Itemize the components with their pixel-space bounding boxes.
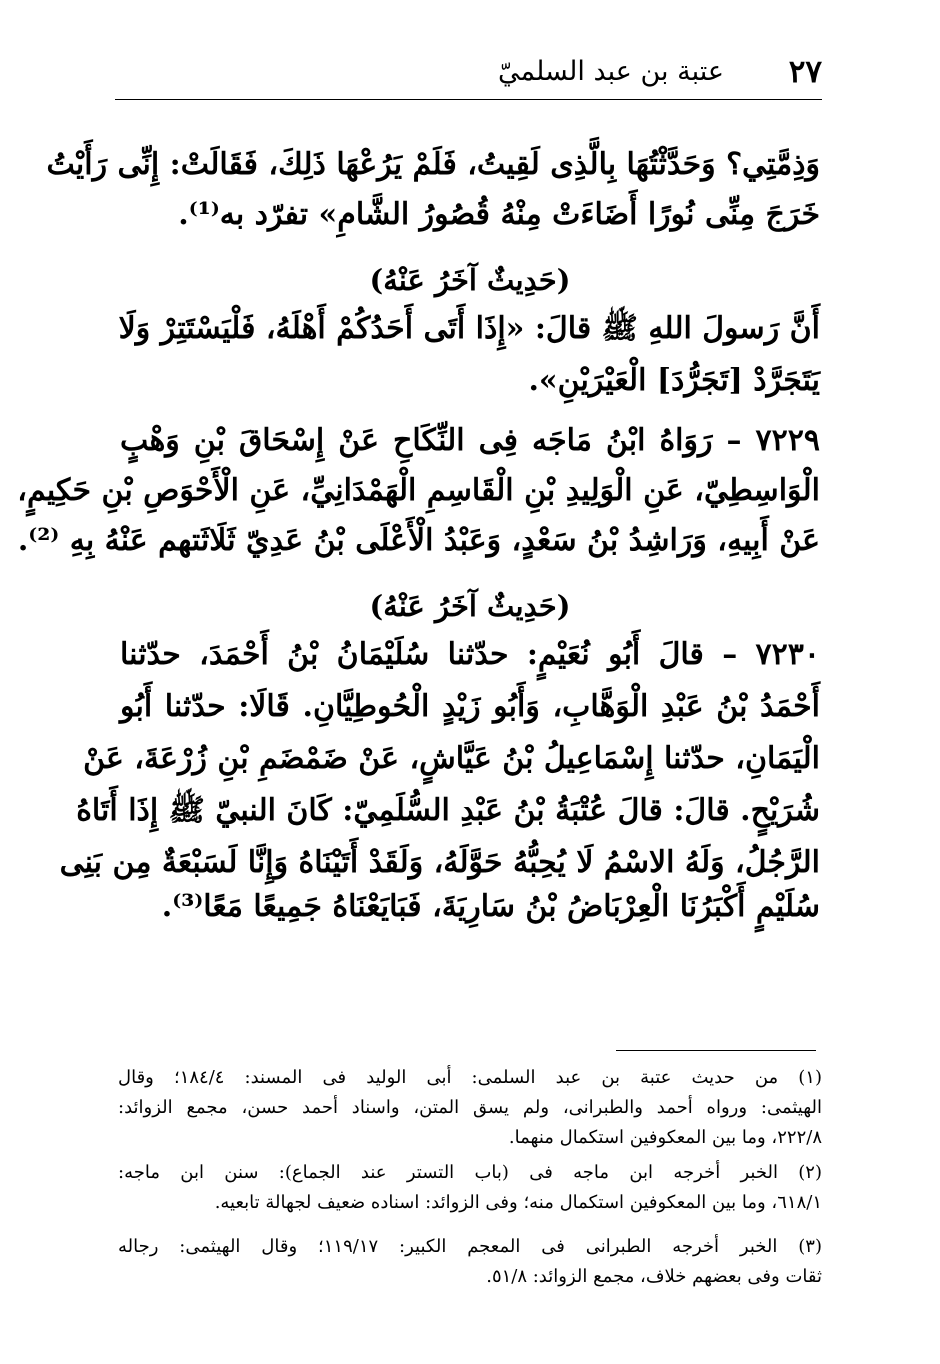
text-line: عَنْ أَبِيهِ، وَرَاشِدُ بْنُ سَعْدٍ، وَعَبْدُ الْأَعْلَى بْنُ عَدِيّ ثَلَاثَتهم عَنْهُ بِهِ ⁽²⁾. bbox=[17, 523, 820, 558]
page-number: ٢٧ bbox=[788, 54, 822, 90]
text-line: شُرَيْحٍ. قالَ: قالَ عُتْبَةُ بْنُ عَبْدِ السُّلَمِيّ: كَانَ النبيّ ﷺ إِذَا أَتَاهُ bbox=[76, 793, 820, 828]
footnote-separator bbox=[616, 1050, 816, 1051]
text-line: يَتَجَرَّدْ [تَجَرُّدَ] الْعَيْرَيْنِ». bbox=[528, 363, 820, 398]
footnote-line: (١) من حديث عتبة بن عبد السلمى: أبى الوليد فى المسند: ١٨٤/٤؛ وقال bbox=[118, 1067, 822, 1088]
header-rule bbox=[115, 99, 822, 100]
running-title: عتبة بن عبد السلميّ bbox=[498, 56, 724, 87]
text-line: أَحْمَدُ بْنُ عَبْدِ الْوَهَّابِ، وَأَبُو زَيْدٍ الْحُوطِيَّانِ. قَالَا: حدّثنا أَبُو bbox=[120, 689, 820, 724]
footnote-line: (٢) الخبر أخرجه ابن ماجه فى (باب التستر عند الجماع): سنن ابن ماجه: bbox=[118, 1162, 822, 1183]
page-header bbox=[115, 52, 822, 96]
text-line: الرَّجُلُ، وَلَهُ الاسْمُ لَا يُحِبُّهُ حَوَّلَهُ، وَلَقَدْ أَتَيْنَاهُ وَإِنَّا لَسَبْعَةٌ مِن بَنِى bbox=[59, 845, 820, 880]
footnote-line: ثقات وفى بعضهم خلاف، مجمع الزوائد: ٥١/٨. bbox=[486, 1266, 822, 1287]
text-line: الْوَاسِطِيّ، عَنِ الْوَلِيدِ بْنِ الْقَاسِمِ الْهَمْدَانِيِّ، عَنِ الْأَحْوَصِ بْنِ حَكِيمٍ، bbox=[17, 473, 820, 508]
section-heading: (حَدِيثٌ آخَرُ عَنْهُ) bbox=[369, 263, 571, 297]
footnote-line: (٣) الخبر أخرجه الطبرانى فى المعجم الكبير: ١١٩/١٧؛ وقال الهيثمى: رجاله bbox=[118, 1236, 822, 1257]
text-line: سُلَيْمٍ أَكْبَرُنَا الْعِرْبَاضُ بْنُ سَارِيَةَ، فَبَايَعْنَاهُ جَمِيعًا مَعًا⁽³⁾. bbox=[161, 889, 820, 924]
text-line: خَرَجَ مِنِّى نُورًا أَضَاءَتْ مِنْهُ قُصُورُ الشَّامِ» تفرّد به⁽¹⁾. bbox=[178, 197, 820, 232]
text-line: وَذِمَّتِي؟ وَحَدَّثْتُهَا بِالَّذِى لَقِيتُ، فَلَمْ يَرُعْهَا ذَلِكَ، فَقَالَتْ: إِنِّى رَأَيْتُ bbox=[46, 147, 820, 182]
footnote-line: ٦١٨/١، وما بين المعكوفين استكمال منه؛ وفى الزوائد: اسناده ضعيف لجهالة تابعيه. bbox=[214, 1192, 822, 1213]
footnote-line: الهيثمى: ورواه أحمد والطبرانى، ولم يسق المتن، واسناد أحمد حسن، مجمع الزوائد: bbox=[118, 1097, 822, 1118]
section-heading: (حَدِيثٌ آخَرُ عَنْهُ) bbox=[369, 589, 571, 623]
text-line: ٧٢٢٩ – رَوَاهُ ابْنُ مَاجَه فِى النِّكَاحِ عَنْ إِسْحَاقَ بْنِ وَهْبٍ bbox=[120, 423, 820, 458]
text-line: أَنَّ رَسولَ اللهِ ﷺ قالَ: «إِذَا أَتَى أَحَدُكُمْ أَهْلَهُ، فَلْيَسْتَتِرْ وَلَا bbox=[118, 311, 820, 346]
footnote-line: ٢٢٢/٨، وما بين المعكوفين استكمال منهما. bbox=[508, 1127, 822, 1148]
text-line: الْيَمَانِ، حدّثنا إِسْمَاعِيلُ بْنُ عَيَّاشٍ، عَنْ ضَمْضَمِ بْنِ زُرْعَةَ، عَنْ bbox=[83, 741, 820, 776]
text-line: ٧٢٣٠ – قالَ أَبُو نُعَيْمٍ: حدّثنا سُلَيْمَانُ بْنُ أَحْمَدَ، حدّثنا bbox=[120, 637, 820, 672]
